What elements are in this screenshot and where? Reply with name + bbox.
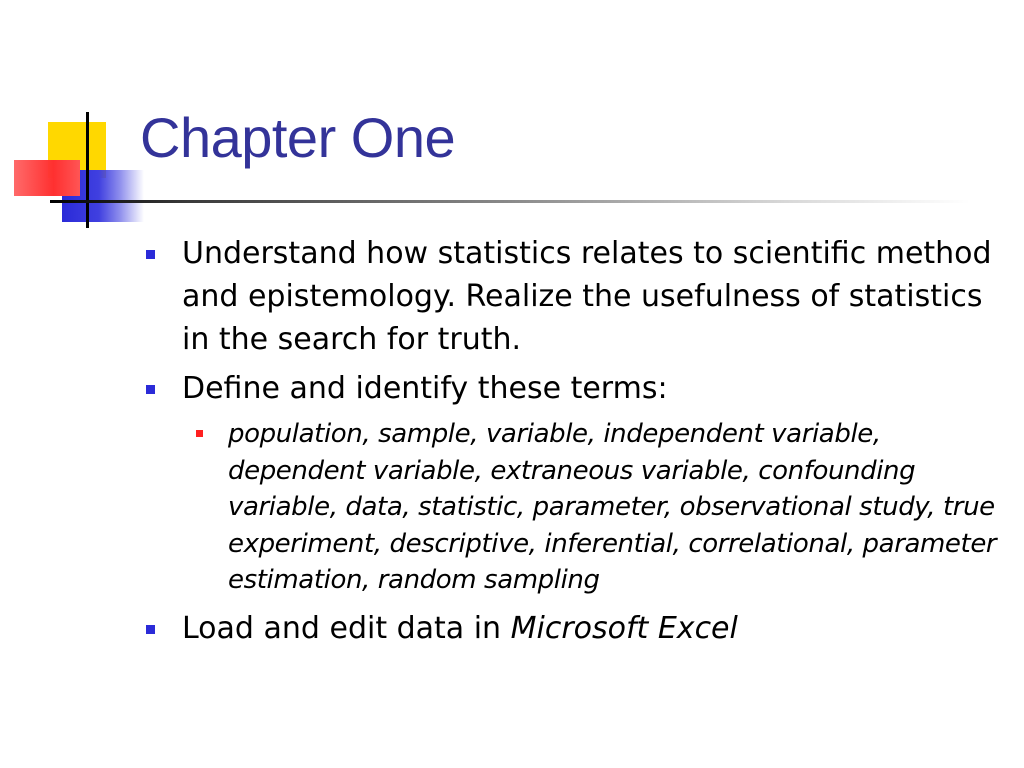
title-underline bbox=[50, 200, 970, 203]
bullet-text: Define and identify these terms: bbox=[182, 371, 668, 406]
sub-bullet-item bbox=[192, 416, 1006, 599]
bullet-text-emphasis: Microsoft Excel bbox=[510, 610, 738, 646]
slide-logo-decoration bbox=[0, 0, 150, 240]
bullet-item bbox=[146, 607, 1006, 650]
bullet-text: Understand how statistics relates to scientific method and epistemology. Realize the usefulness of statistics in the search for truth. bbox=[182, 236, 992, 357]
bullet-marker bbox=[146, 250, 155, 259]
sub-bullet-text: population, sample, variable, independent variable, dependent variable, extraneous variable, confounding variable, data, statistic, parameter, observational study, true experiment, descriptive, inferential, correlational, parameter estimation, random sampling bbox=[228, 419, 997, 595]
logo-red-bar bbox=[14, 160, 80, 196]
bullet-marker bbox=[146, 625, 155, 634]
sub-bullet-marker bbox=[196, 430, 203, 437]
slide-title: Chapter One bbox=[140, 106, 456, 169]
bullet-list bbox=[146, 232, 1006, 656]
logo-vertical-line bbox=[86, 112, 89, 228]
bullet-marker bbox=[146, 385, 155, 394]
sub-bullet-list bbox=[192, 416, 1006, 599]
bullet-item bbox=[146, 367, 1006, 599]
bullet-item bbox=[146, 232, 1006, 361]
bullet-text-prefix: Load and edit data in bbox=[182, 610, 511, 646]
